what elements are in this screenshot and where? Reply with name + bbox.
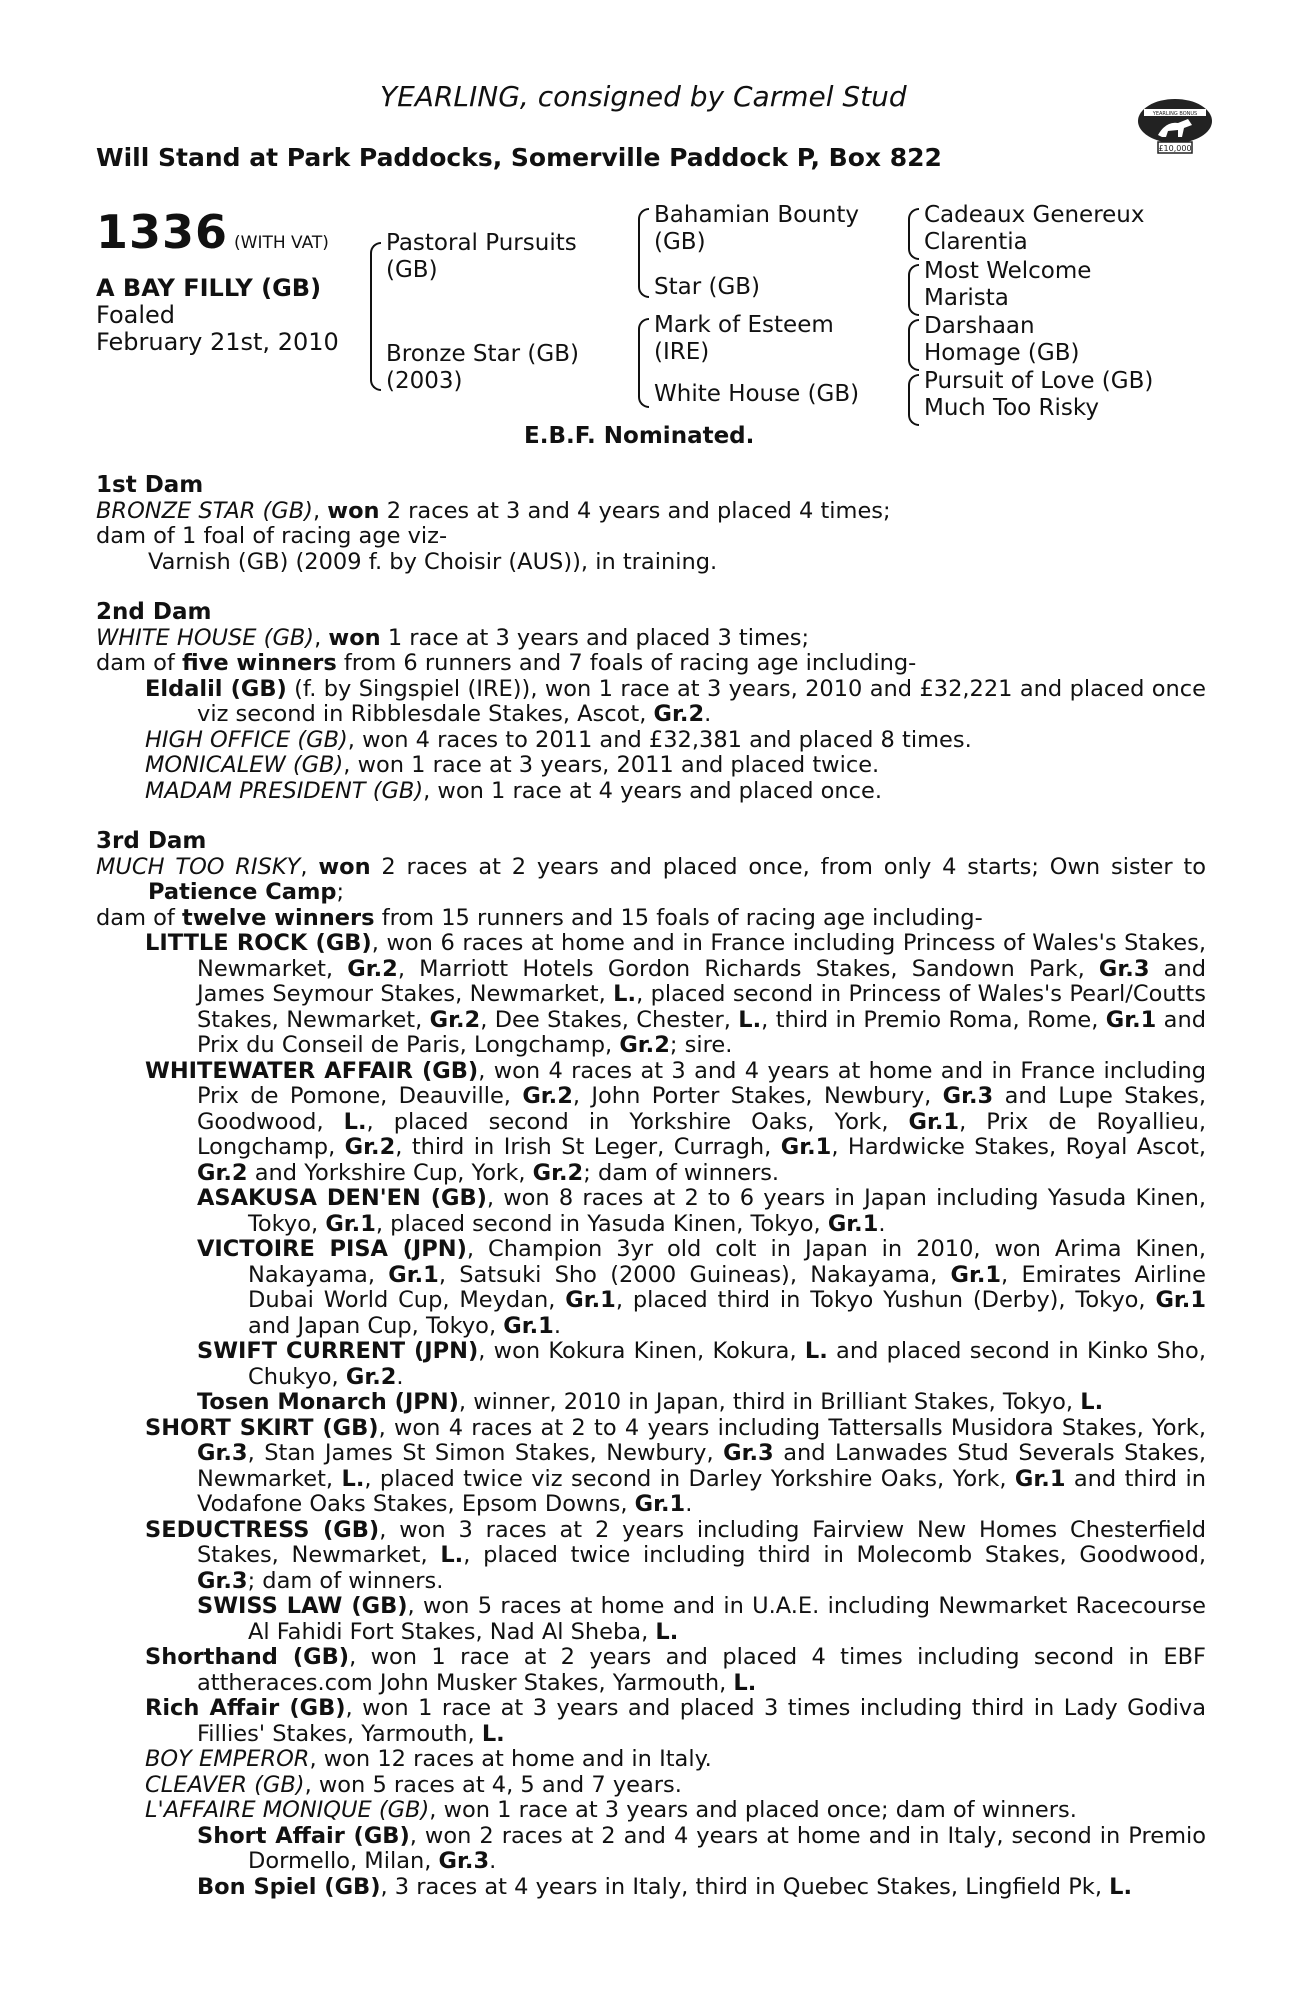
dam1-produce: Varnish (GB) (2009 f. by Choisir (AUS)), in training. bbox=[148, 548, 718, 575]
dam2-line: dam of five winners from 6 runners and 7 foals of racing age including- bbox=[96, 650, 917, 676]
horse-description bbox=[96, 275, 339, 356]
dam2-produce: MADAM PRESIDENT (GB), won 1 race at 4 years and placed once. bbox=[145, 777, 883, 804]
first-dam-title: 1st Dam bbox=[96, 472, 204, 498]
pedigree-sdd: Marista bbox=[924, 285, 1009, 311]
lot-number-block bbox=[96, 205, 329, 259]
pedigree-dsd: Homage (GB) bbox=[924, 340, 1080, 366]
pedigree-dam: Bronze Star (GB) (2003) bbox=[386, 341, 579, 394]
pedigree-brace-sire bbox=[638, 208, 649, 298]
dam3-produce: LITTLE ROCK (GB), won 6 races at home and in France including Princess of Wales's Stakes, Newmarket, Gr.2, Marriott Hotels Gordon Richards Stakes, Sandown Park, Gr.3 and James Seymour Stakes, Newmarket, L., placed second in Princess of Wales's Pearl/Coutts Stakes, Newmarket, Gr.2, Dee Stakes, Chester, L., third in Premio Roma, Rome, Gr.1 and Prix du Conseil de Paris, Longchamp, Gr.2; sire. bbox=[145, 930, 1207, 1058]
pedigree-brace-main bbox=[370, 242, 381, 391]
dam3-grand-produce: SWISS LAW (GB), won 5 races at home and in U.A.E. including Newmarket Racecourse Al Fahidi Fort Stakes, Nad Al Sheba, L. bbox=[197, 1593, 1206, 1645]
ebf-nominated: E.B.F. Nominated. bbox=[524, 423, 755, 449]
pedigree-dds: Pursuit of Love (GB) bbox=[924, 368, 1154, 394]
third-dam-title: 3rd Dam bbox=[96, 828, 207, 854]
badge-amount: £10,000 bbox=[1158, 144, 1192, 153]
pedigree-dam-dam: White House (GB) bbox=[654, 381, 860, 407]
pedigree-brace-ds bbox=[908, 319, 919, 371]
dam2-produce: Eldalil (GB) (f. by Singspiel (IRE)), won 1 race at 3 years, 2010 and £32,221 and placed once viz second in Ribblesdale Stakes, Ascot, Gr.2. bbox=[145, 675, 1207, 727]
pedigree-dam-sire: Mark of Esteem (IRE) bbox=[654, 312, 834, 365]
dam3-grand-produce: Tosen Monarch (JPN), winner, 2010 in Japan, third in Brilliant Stakes, Tokyo, L. bbox=[197, 1389, 1104, 1415]
pedigree-dss: Darshaan bbox=[924, 313, 1035, 339]
dam3-produce: CLEAVER (GB), won 5 races at 4, 5 and 7 years. bbox=[145, 1771, 682, 1798]
yearling-bonus-badge-icon bbox=[1136, 95, 1214, 155]
dam2-produce: HIGH OFFICE (GB), won 4 races to 2011 and £32,381 and placed 8 times. bbox=[145, 726, 972, 753]
foaled-date: February 21st, 2010 bbox=[96, 328, 339, 356]
pedigree-sire: Pastoral Pursuits (GB) bbox=[386, 230, 577, 283]
dam3-produce: SHORT SKIRT (GB), won 4 races at 2 to 4 years including Tattersalls Musidora Stakes, York, Gr.3, Stan James St Simon Stakes, Newbury, Gr.3 and Lanwades Stud Severals Stakes, Newmarket, L., placed twice viz second in Darley Yorkshire Oaks, York, Gr.1 and third in Vodafone Oaks Stakes, Epsom Downs, Gr.1. bbox=[145, 1414, 1207, 1517]
horse-name: A BAY FILLY (GB) bbox=[96, 274, 322, 302]
dam3-grand-produce: ASAKUSA DEN'EN (GB), won 8 races at 2 to 6 years in Japan including Yasuda Kinen, Tokyo, Gr.1, placed second in Yasuda Kinen, Tokyo, Gr.1. bbox=[197, 1185, 1207, 1237]
pedigree-ddd: Much Too Risky bbox=[924, 395, 1100, 421]
stand-location: Will Stand at Park Paddocks, Somerville Paddock P, Box 822 bbox=[96, 143, 942, 172]
dam2-line: WHITE HOUSE (GB), won 1 race at 3 years and placed 3 times; bbox=[96, 624, 810, 651]
dam1-line: BRONZE STAR (GB), won 2 races at 3 and 4 years and placed 4 times; bbox=[96, 497, 891, 524]
dam3-grand-produce: VICTOIRE PISA (JPN), Champion 3yr old colt in Japan in 2010, won Arima Kinen, Nakayama, Gr.1, Satsuki Sho (2000 Guineas), Nakayama, Gr.1, Emirates Airline Dubai World Cup, Meydan, Gr.1, placed third in Tokyo Yushun (Derby), Tokyo, Gr.1 and Japan Cup, Tokyo, Gr.1. bbox=[197, 1236, 1207, 1339]
pedigree-brace-ss bbox=[908, 208, 919, 260]
dam3-line: dam of twelve winners from 15 runners and 15 foals of racing age including- bbox=[96, 904, 983, 931]
pedigree-sire-dam: Star (GB) bbox=[654, 274, 761, 300]
pedigree-ssd: Clarentia bbox=[924, 229, 1028, 255]
dam3-grand-produce: Short Affair (GB), won 2 races at 2 and 4 years at home and in Italy, second in Premio Dormello, Milan, Gr.3. bbox=[197, 1822, 1206, 1874]
dam-details bbox=[96, 473, 1206, 1900]
dam2-produce: MONICALEW (GB), won 1 race at 3 years, 2011 and placed twice. bbox=[145, 752, 880, 778]
dam3-produce: Rich Affair (GB), won 1 race at 3 years and placed 3 times including third in Lady Godiva Fillies' Stakes, Yarmouth, L. bbox=[145, 1695, 1206, 1747]
pedigree-sss: Cadeaux Genereux bbox=[924, 202, 1145, 228]
dam3-grand-produce: SWIFT CURRENT (JPN), won Kokura Kinen, Kokura, L. and placed second in Kinko Sho, Chukyo, Gr.2. bbox=[197, 1338, 1206, 1390]
foaled-label: Foaled bbox=[96, 301, 176, 329]
pedigree-brace-sd bbox=[908, 264, 919, 316]
dam3-line: MUCH TOO RISKY, won 2 races at 2 years and placed once, from only 4 starts; Own sister to Patience Camp; bbox=[96, 853, 1206, 905]
vat-note: (WITH VAT) bbox=[234, 233, 329, 253]
pedigree-sds: Most Welcome bbox=[924, 258, 1092, 284]
dam3-produce: L'AFFAIRE MONIQUE (GB), won 1 race at 3 years and placed once; dam of winners. bbox=[145, 1797, 1077, 1823]
dam3-produce: BOY EMPEROR, won 12 races at home and in Italy. bbox=[145, 1746, 712, 1772]
lot-number: 1336 bbox=[96, 205, 229, 259]
second-dam-title: 2nd Dam bbox=[96, 599, 212, 625]
dam3-grand-produce: Bon Spiel (GB), 3 races at 4 years in Italy, third in Quebec Stakes, Lingfield Pk, L. bbox=[197, 1873, 1133, 1900]
badge-caption: YEARLING BONUS bbox=[1152, 111, 1198, 117]
pedigree-brace-dd bbox=[908, 374, 919, 426]
dam3-produce: Shorthand (GB), won 1 race at 2 years and placed 4 times including second in EBF attheraces.com John Musker Stakes, Yarmouth, L. bbox=[145, 1644, 1206, 1696]
pedigree-brace-dam bbox=[638, 318, 649, 408]
dam3-produce: SEDUCTRESS (GB), won 3 races at 2 years including Fairview New Homes Chesterfield Stakes, Newmarket, L., placed twice including third in Molecomb Stakes, Goodwood, Gr.3; dam of winners. bbox=[145, 1516, 1207, 1594]
pedigree-sire-sire: Bahamian Bounty (GB) bbox=[654, 202, 859, 255]
dam3-produce: WHITEWATER AFFAIR (GB), won 4 races at 3 and 4 years at home and in France including Prix de Pomone, Deauville, Gr.2, John Porter Stakes, Newbury, Gr.3 and Lupe Stakes, Goodwood, L., placed second in Yorkshire Oaks, York, Gr.1, Prix de Royallieu, Longchamp, Gr.2, third in Irish St Leger, Curragh, Gr.1, Hardwicke Stakes, Royal Ascot, Gr.2 and Yorkshire Cup, York, Gr.2; dam of winners. bbox=[145, 1057, 1206, 1186]
page-header-title: YEARLING, consigned by Carmel Stud bbox=[380, 80, 907, 113]
dam1-line: dam of 1 foal of racing age viz- bbox=[96, 523, 448, 549]
